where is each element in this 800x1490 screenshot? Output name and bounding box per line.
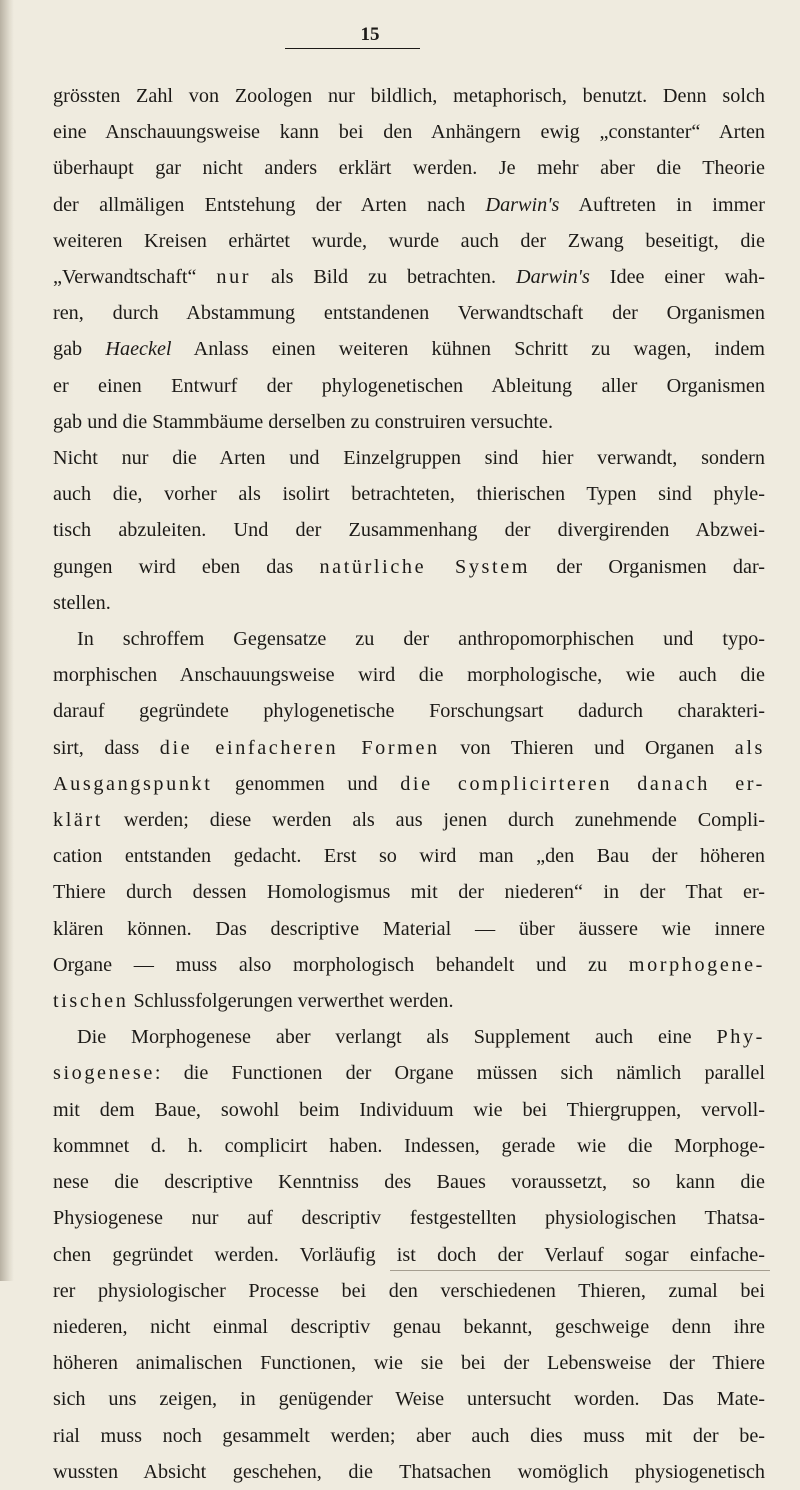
text-line: gab Haeckel Anlass einen weiteren kühnen Schritt zu wagen, indem: [53, 338, 765, 361]
text-line: sirt, dass die einfacheren Formen von Thieren und Organen als: [53, 736, 765, 759]
spaced-emphasis: die complicirteren danach er-: [400, 772, 765, 795]
text-line: niederen, nicht einmal descriptiv genau bekannt, geschweige denn ihre: [53, 1315, 765, 1338]
spaced-emphasis: Phy-: [716, 1026, 765, 1049]
text-line: morphischen Anschauungsweise wird die morphologische, wie auch die: [53, 664, 765, 687]
spaced-emphasis: morphogene-: [628, 953, 765, 976]
text-line: überhaupt gar nicht anders erklärt werden. Je mehr aber die Theorie: [53, 157, 765, 180]
paragraph-start-line: In schroffem Gegensatze zu der anthropomorphischen und typo-: [77, 628, 765, 651]
text-line: tischen Schlussfolgerungen verwerthet werden.: [53, 990, 454, 1013]
spaced-emphasis: als: [734, 736, 765, 759]
text-line: gab und die Stammbäume derselben zu construiren versuchte.: [53, 410, 554, 433]
text-line: cation entstanden gedacht. Erst so wird man „den Bau der höheren: [53, 845, 765, 868]
text-line: mit dem Baue, sowohl beim Individuum wie bei Thiergruppen, vervoll-: [53, 1098, 765, 1121]
spaced-emphasis: nur: [216, 266, 252, 289]
spaced-emphasis: klärt: [53, 809, 103, 832]
text-line: Thiere durch dessen Homologismus mit der niederen“ in der That er-: [53, 881, 765, 904]
spaced-emphasis: Ausgangspunkt: [53, 772, 213, 795]
text-line: tisch abzuleiten. Und der Zusammenhang der divergirenden Abzwei-: [53, 519, 765, 542]
text-line: weiteren Kreisen erhärtet wurde, wurde auch der Zwang beseitigt, die: [53, 229, 765, 252]
text-line: „Verwandtschaft“ nur als Bild zu betrachten. Darwin's Idee einer wah-: [53, 266, 765, 289]
bottom-edge-line: [390, 1270, 770, 1271]
text-line: auch die, vorher als isolirt betrachteten, thierischen Typen sind phyle-: [53, 483, 765, 506]
text-line: klärt werden; diese werden als aus jenen durch zunehmende Compli-: [53, 809, 765, 832]
text-line: chen gegründet werden. Vorläufig ist doch der Verlauf sogar einfache-: [53, 1243, 765, 1266]
text-line: ren, durch Abstammung entstandenen Verwandtschaft der Organismen: [53, 302, 765, 325]
text-line: rer physiologischer Processe bei den verschiedenen Thieren, zumal bei: [53, 1279, 765, 1302]
text-line: Ausgangspunkt genommen und die complicirteren danach er-: [53, 772, 765, 795]
spaced-emphasis: die einfacheren Formen: [159, 736, 440, 759]
text-line: siogenese: die Functionen der Organe müssen sich nämlich parallel: [53, 1062, 765, 1085]
text-line: stellen.: [53, 591, 111, 614]
spaced-emphasis: siogenese: [53, 1062, 155, 1085]
spaced-emphasis: natürliche System: [319, 555, 531, 578]
text-line: sich uns zeigen, in genügender Weise untersucht worden. Das Mate-: [53, 1388, 765, 1411]
page-number: 15: [360, 24, 380, 45]
text-line: Organe — muss also morphologisch behandelt und zu morphogene-: [53, 953, 765, 976]
text-line: Nicht nur die Arten und Einzelgruppen sind hier verwandt, sondern: [53, 447, 765, 470]
text-line: eine Anschauungsweise kann bei den Anhängern ewig „constanter“ Arten: [53, 121, 765, 144]
text-line: grössten Zahl von Zoologen nur bildlich, metaphorisch, benutzt. Denn solch: [53, 85, 765, 107]
text-line: er einen Entwurf der phylogenetischen Ableitung aller Organismen: [53, 374, 765, 397]
spaced-emphasis: tischen: [53, 990, 129, 1013]
body-text: [53, 78, 765, 1490]
text-line: nese die descriptive Kenntniss des Baues voraussetzt, so kann die: [53, 1171, 765, 1194]
text-line: klären können. Das descriptive Material — über äussere wie innere: [53, 917, 765, 940]
emphasis-name: Darwin's: [485, 193, 560, 216]
text-line: der allmäligen Entstehung der Arten nach Darwin's Auftreten in immer: [53, 193, 765, 216]
text-line: Physiogenese nur auf descriptiv festgestellten physiologischen Thatsa-: [53, 1207, 765, 1230]
page-number-rule: [285, 48, 420, 49]
text-line: gungen wird eben das natürliche System der Organismen dar-: [53, 555, 765, 578]
text-line: darauf gegründete phylogenetische Forschungsart dadurch charakteri-: [53, 700, 765, 723]
paragraph-start-line: Die Morphogenese aber verlangt als Supplement auch eine Phy-: [77, 1026, 765, 1049]
page-gutter-shadow: [0, 0, 14, 1281]
emphasis-name: Haeckel: [105, 338, 172, 361]
text-line: rial muss noch gesammelt werden; aber auch dies muss mit der be-: [53, 1424, 765, 1447]
text-line: wussten Absicht geschehen, die Thatsachen womöglich physiogenetisch: [53, 1460, 765, 1483]
emphasis-name: Darwin's: [515, 266, 590, 289]
text-line: höheren animalischen Functionen, wie sie bei der Lebensweise der Thiere: [53, 1352, 765, 1375]
text-line: kommnet d. h. complicirt haben. Indessen, gerade wie die Morphoge-: [53, 1134, 765, 1157]
